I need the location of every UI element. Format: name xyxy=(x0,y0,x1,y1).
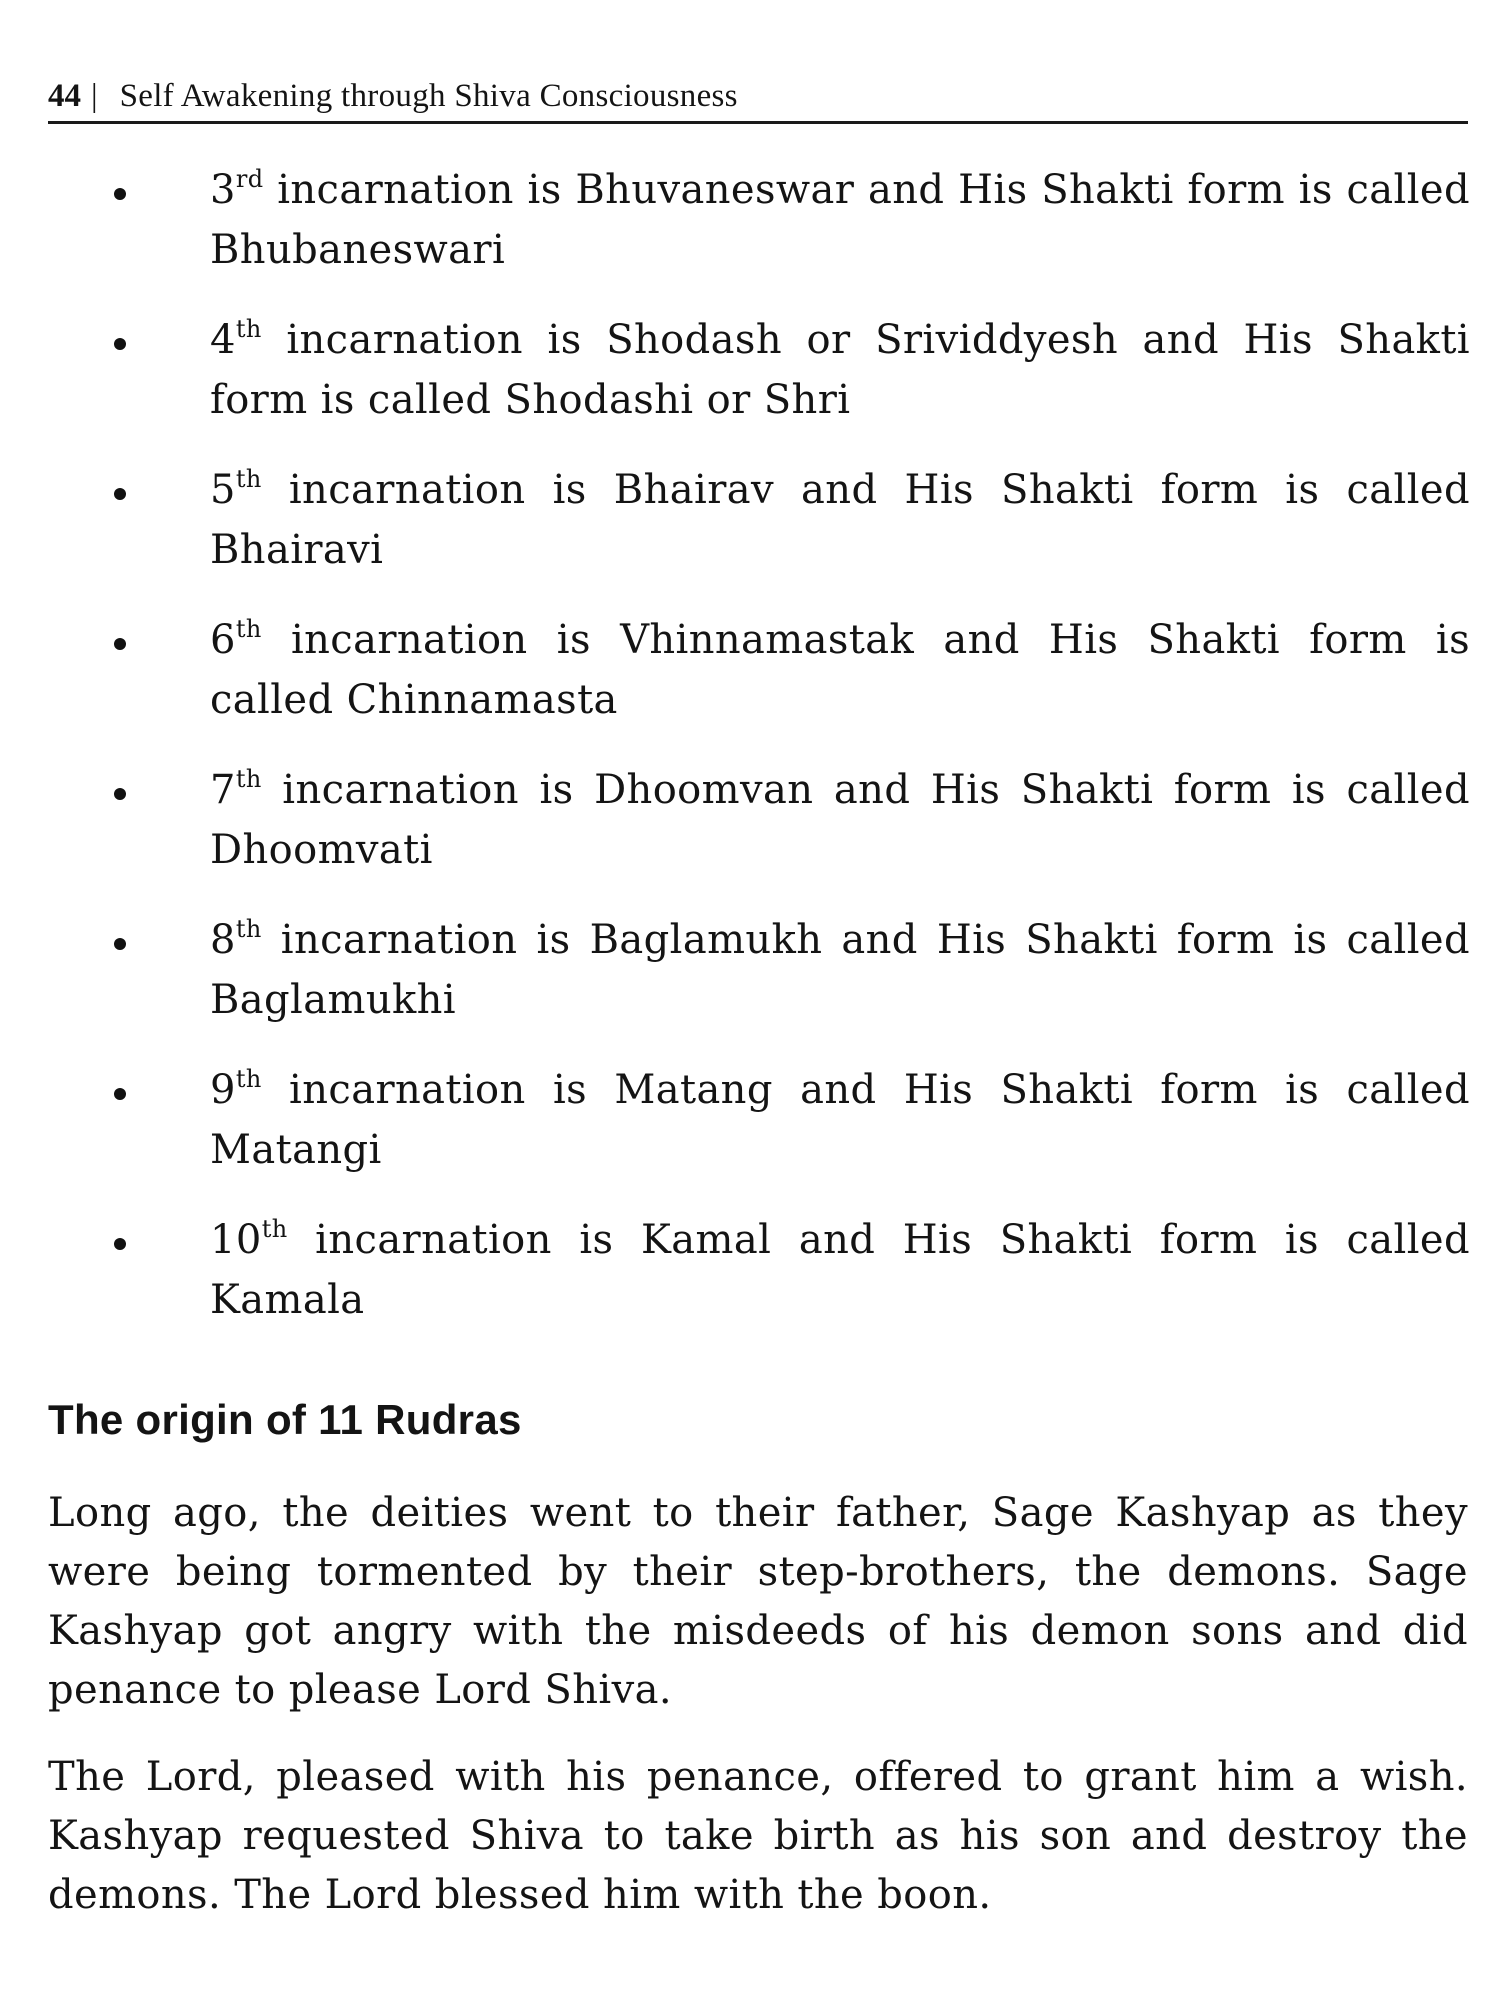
list-item-text: 8th incarnation is Baglamukh and His Shakti form is called Baglamukhi xyxy=(210,915,1470,1023)
bullet-icon xyxy=(114,1238,126,1250)
list-item xyxy=(0,310,1500,428)
list-item xyxy=(0,1210,1500,1328)
list-item-text: 7th incarnation is Dhoomvan and His Shakti form is called Dhoomvati xyxy=(210,765,1470,873)
bullet-icon xyxy=(114,338,126,350)
running-header xyxy=(48,70,1468,124)
list-item-text: 3rd incarnation is Bhuvaneswar and His Shakti form is called Bhubaneswari xyxy=(210,165,1470,273)
body-paragraph: The Lord, pleased with his penance, offered to grant him a wish. Kashyap requested Shiva to take birth as his son and destroy the demons. The Lord blessed him with the boon. xyxy=(48,1754,1468,1918)
list-item-text: 5th incarnation is Bhairav and His Shakti form is called Bhairavi xyxy=(210,465,1470,573)
ordinal: 5th xyxy=(210,465,262,513)
bullet-icon xyxy=(114,788,126,800)
ordinal: 3rd xyxy=(210,165,264,213)
ordinal: 4th xyxy=(210,315,262,363)
ordinal: 10th xyxy=(210,1215,288,1263)
list-item-text: 9th incarnation is Matang and His Shakti form is called Matangi xyxy=(210,1065,1470,1173)
header-separator: | xyxy=(91,78,98,114)
list-item-text: 6th incarnation is Vhinnamastak and His Shakti form is called Chinnamasta xyxy=(210,615,1471,723)
section-heading: The origin of 11 Rudras xyxy=(48,1396,522,1443)
ordinal: 6th xyxy=(210,615,262,663)
ordinal: 9th xyxy=(210,1065,262,1113)
bullet-icon xyxy=(114,488,126,500)
list-item xyxy=(0,610,1500,728)
list-item xyxy=(0,760,1500,878)
bullet-icon xyxy=(114,188,126,200)
list-item xyxy=(0,910,1500,1028)
incarnation-list xyxy=(0,160,1500,1360)
list-item-text: 10th incarnation is Kamal and His Shakti form is called Kamala xyxy=(210,1215,1470,1323)
list-item xyxy=(0,160,1500,278)
body-paragraph: Long ago, the deities went to their father, Sage Kashyap as they were being tormented by their step-brothers, the demons. Sage Kashyap got angry with the misdeeds of his demon sons and did penance to please Lord Shiva. xyxy=(48,1490,1468,1713)
book-title: Self Awakening through Shiva Consciousness xyxy=(119,78,738,114)
list-item xyxy=(0,460,1500,578)
list-item-text: 4th incarnation is Shodash or Srividdyesh and His Shakti form is called Shodashi or Shri xyxy=(210,315,1470,423)
ordinal: 7th xyxy=(210,765,262,813)
list-item xyxy=(0,1060,1500,1178)
bullet-icon xyxy=(114,938,126,950)
bullet-icon xyxy=(114,638,126,650)
ordinal: 8th xyxy=(210,915,262,963)
page-number: 44 xyxy=(48,78,81,114)
bullet-icon xyxy=(114,1088,126,1100)
